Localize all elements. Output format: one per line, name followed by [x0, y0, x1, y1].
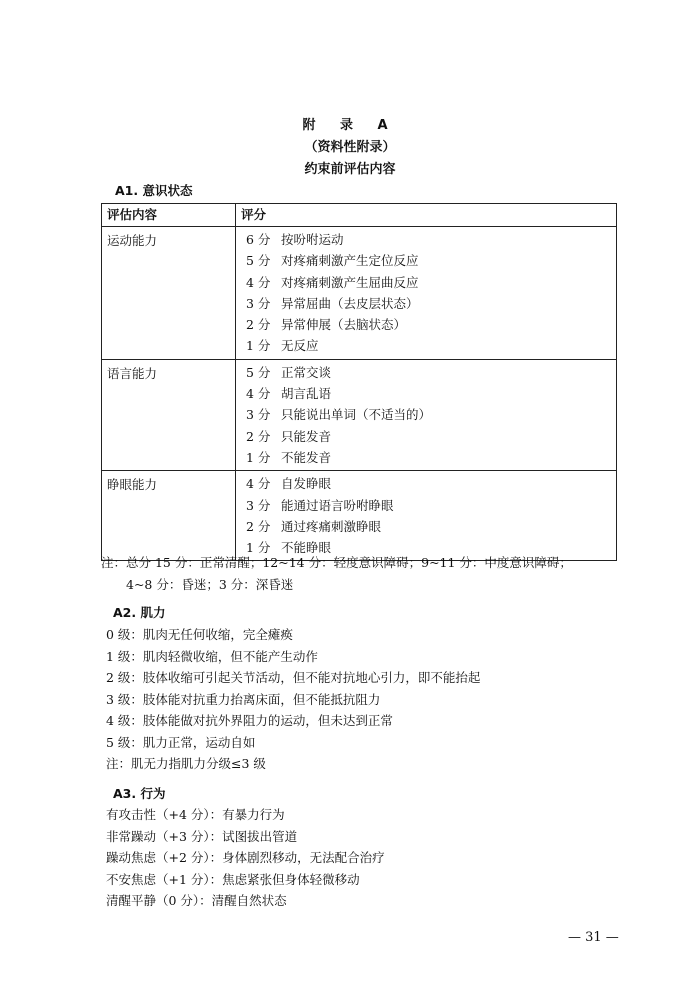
score-value: 2 分	[246, 518, 271, 534]
score-entry	[246, 383, 616, 404]
table-body	[102, 227, 617, 561]
assessment-item: 运动能力	[102, 227, 236, 360]
score-value: 1 分	[246, 338, 271, 354]
muscle-grade-line: 注：肌无力指肌力分级≤3 级	[106, 756, 266, 771]
table-header-score: 评分	[236, 204, 617, 227]
score-entry	[246, 426, 616, 447]
score-value: 2 分	[246, 428, 271, 444]
score-description: 不能发音	[281, 449, 332, 465]
section-a2-heading: A2. 肌力	[113, 605, 166, 620]
table-header-item: 评估内容	[102, 204, 236, 227]
table-row	[102, 227, 617, 360]
table-note-line2: 4~8 分：昏迷；3 分：深昏迷	[126, 577, 294, 592]
score-value: 4 分	[246, 476, 271, 492]
muscle-grade-line: 3 级：肢体能对抗重力抬离床面，但不能抵抗阻力	[106, 691, 381, 707]
assessment-item: 睁眼能力	[102, 471, 236, 561]
score-value: 3 分	[246, 295, 271, 311]
score-value: 6 分	[246, 232, 271, 247]
muscle-grade-line: 1 级：肌肉轻微收缩，但不能产生动作	[106, 648, 318, 664]
score-list	[236, 359, 617, 470]
behavior-line: 非常躁动（+3 分）：试图拔出管道	[106, 828, 298, 844]
score-entry	[246, 404, 616, 425]
muscle-strength-list	[106, 624, 480, 775]
muscle-grade-line: 2 级：肢体收缩可引起关节活动，但不能对抗地心引力，即不能抬起	[106, 670, 481, 685]
section-a1-heading: A1. 意识状态	[115, 183, 193, 198]
behavior-list	[106, 804, 385, 912]
score-entry	[246, 229, 616, 250]
muscle-grade-line: 0 级：肌肉无任何收缩，完全瘫痪	[106, 627, 293, 642]
score-entry	[246, 473, 616, 494]
page-number: — 31 —	[568, 930, 619, 945]
table-header-row	[102, 204, 617, 227]
score-description: 只能发音	[281, 428, 332, 444]
score-description: 通过疼痛刺激睁眼	[281, 518, 382, 534]
score-description: 胡言乱语	[281, 386, 332, 402]
score-value: 3 分	[246, 407, 271, 423]
score-entry	[246, 250, 616, 271]
score-entry	[246, 495, 616, 516]
score-value: 5 分	[246, 364, 271, 380]
score-value: 1 分	[246, 449, 271, 465]
score-description: 能通过语言吩咐睁眼	[281, 497, 394, 513]
table-row	[102, 359, 617, 470]
score-value: 4 分	[246, 386, 271, 402]
appendix-heading: 约束前评估内容	[304, 162, 396, 177]
score-value: 4 分	[246, 274, 271, 290]
score-entry	[246, 272, 616, 293]
score-list	[236, 471, 617, 561]
score-entry	[246, 335, 616, 356]
muscle-grade-line: 4 级：肢体能做对抗外界阻力的运动，但未达到正常	[106, 713, 393, 728]
score-description: 对疼痛刺激产生定位反应	[281, 253, 419, 269]
score-description: 只能说出单词（不适当的）	[281, 407, 432, 423]
behavior-line: 不安焦虑（+1 分）：焦虑紧张但身体轻微移动	[106, 871, 360, 887]
muscle-grade-line: 5 级：肌力正常，运动自如	[106, 734, 256, 750]
table-row	[102, 471, 617, 561]
score-entry	[246, 447, 616, 468]
appendix-title: 附 录 A	[302, 118, 398, 133]
behavior-line: 有攻击性（+4 分）：有暴力行为	[106, 807, 285, 822]
score-description: 异常屈曲（去皮层状态）	[281, 295, 419, 311]
score-description: 按吩咐运动	[281, 232, 344, 247]
score-value: 2 分	[246, 317, 271, 333]
score-value: 5 分	[246, 253, 271, 269]
appendix-subtitle: （资料性附录）	[304, 140, 396, 155]
score-description: 正常交谈	[281, 364, 332, 380]
score-value: 3 分	[246, 497, 271, 513]
score-entry	[246, 293, 616, 314]
consciousness-table	[101, 203, 617, 561]
title-block	[0, 115, 700, 181]
score-description: 不能睁眼	[281, 540, 332, 556]
score-description: 自发睁眼	[281, 476, 332, 492]
score-value: 1 分	[246, 540, 271, 556]
score-description: 异常伸展（去脑状态）	[281, 317, 407, 333]
section-a3-heading: A3. 行为	[113, 786, 166, 801]
score-description: 对疼痛刺激产生屈曲反应	[281, 274, 419, 290]
score-description: 无反应	[281, 338, 319, 354]
behavior-line: 清醒平静（0 分）：清醒自然状态	[106, 893, 287, 908]
assessment-item: 语言能力	[102, 359, 236, 470]
score-entry	[246, 314, 616, 335]
score-entry	[246, 362, 616, 383]
score-entry	[246, 516, 616, 537]
behavior-line: 躁动焦虑（+2 分）：身体剧烈移动，无法配合治疗	[106, 850, 385, 865]
table-note-line1: 注：总分 15 分：正常清醒；12~14 分：轻度意识障碍；9~11 分：中度意识障碍；	[101, 555, 572, 570]
score-list	[236, 227, 617, 360]
